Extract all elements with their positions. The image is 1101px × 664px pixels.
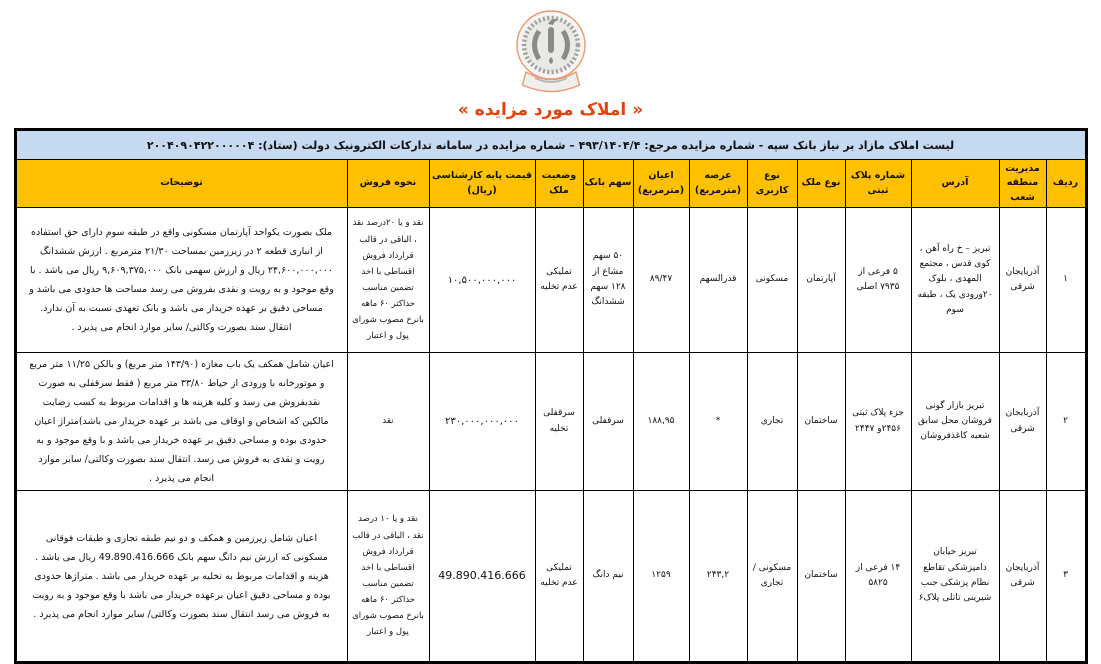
info-banner-row [15, 130, 1086, 160]
col-header-bank-share: سهم بانک [583, 160, 633, 208]
cell-status: سرقفلی تخلیه [535, 353, 583, 491]
cell-land-area: ۲۴۳,۲ [689, 491, 747, 663]
cell-row-number: ۳ [1046, 491, 1086, 663]
cell-status: تملیکی عدم تخلیه [535, 491, 583, 663]
cell-building-area: ۸۹/۴۷ [633, 208, 689, 353]
table-row [15, 491, 1086, 663]
col-header-land-area: عرصه (مترمربع) [689, 160, 747, 208]
col-header-row-number: ردیف [1046, 160, 1086, 208]
cell-status: تملیکی عدم تخلیه [535, 208, 583, 353]
col-header-plate-number: شماره پلاک ثبتی [845, 160, 911, 208]
table-row [15, 353, 1086, 491]
cell-region: آذربایجان شرقی [999, 208, 1046, 353]
cell-address: تبریز خیابان دامپزشکی تقاطع نظام پزشکی جنب شیرینی تاتلی پلاک۶ [911, 491, 999, 663]
col-header-address: آدرس [911, 160, 999, 208]
cell-base-price: 49.890.416.666 [429, 491, 535, 663]
cell-row-number: ۱ [1046, 208, 1086, 353]
cell-building-area: ۱۸۸,۹۵ [633, 353, 689, 491]
cell-notes: ملک بصورت یکواحد آپارتمان مسکونی واقع در طبقه سوم دارای حق استفاده از انباری قطعه ۲ در زیرزمین بمساحت ۲۱/۳۰ مترمربع . ارزش ششدانگ ۲۴,۶۰۰,۰۰۰,۰۰۰ ریال و ارزش سهمی بانک ۹,۶۰۹,۳۷۵,۰۰۰ ریال می باشد . با وقع موجود و به رویت و نقدی بفروش می رسد مساحت ها حدودی می باشد و مساحی دقیق بر عهده خریدار می باشد و بانک تعهدی نسبت به آن ندارد. انتقال سند بصورت وکالتی/ سایر موارد انجام می پذیرد . [15, 208, 347, 353]
cell-plate-number: ۵ فرعی از ۷۹۳۵ اصلی [845, 208, 911, 353]
col-header-building-area: اعیان (مترمربع) [633, 160, 689, 208]
bank-sepah-logo [0, 6, 1101, 98]
cell-building-area: ۱۲۵۹ [633, 491, 689, 663]
cell-property-type: ساختمان [797, 353, 845, 491]
col-header-notes: توضیحات [15, 160, 347, 208]
cell-usage-type: مسکونی / تجاری [747, 491, 797, 663]
cell-sale-method: نقد [347, 353, 429, 491]
info-banner-text: لیست املاک مازاد بر نیاز بانک سپه - شماره مزایده مرجع: ۴۹۳/۱۴۰۴/۴ – شماره مزایده در سامانه تدارکات الکترونیک دولت (ستاد): ۲۰۰۴۰۹۰۴۲۲۰۰۰۰۰۴ [15, 130, 1086, 160]
cell-base-price: ۱۰,۵۰۰,۰۰۰,۰۰۰ [429, 208, 535, 353]
cell-region: آذربایجان شرقی [999, 491, 1046, 663]
cell-land-area: قدرالسهم [689, 208, 747, 353]
cell-address: تبریز بازار گونی فروشان محل سابق شعبه کاغذفروشان [911, 353, 999, 491]
cell-property-type: ساختمان [797, 491, 845, 663]
cell-usage-type: مسکونی [747, 208, 797, 353]
cell-sale-method: نقد و یا ۱۰ درصد نقد ، الباقی در قالب قرارداد فروش اقساطی با اخذ تضمین مناسب حداکثر ۶۰ ماهه بانرخ مصوب شورای پول و اعتبار [347, 491, 429, 663]
cell-land-area: * [689, 353, 747, 491]
cell-bank-share: نیم دانگ [583, 491, 633, 663]
cell-bank-share: سرقفلی [583, 353, 633, 491]
col-header-property-type: نوع ملک [797, 160, 845, 208]
cell-sale-method: نقد و یا ۲۰درصد نقد ، الباقی در قالب قرارداد فروش اقساطی با اخذ تضمین مناسب حداکثر ۶۰ ماهه بانرخ مصوب شورای پول و اعتبار [347, 208, 429, 353]
col-header-usage-type: نوع کاربری [747, 160, 797, 208]
cell-property-type: آپارتمان [797, 208, 845, 353]
column-header-row [15, 160, 1086, 208]
cell-notes: اعیان شامل همکف یک باب مغازه (۱۴۳/۹۰ متر مربع) و بالکن ۱۱/۲۵ متر مربع و موتورخانه با ورودی از حیاط ۳۳/۸۰ متر مربع ( فقط سرقفلی به صورت نقدبفروش می رسد و کلیه هزینه ها و اقدامات مربوط به کسب رضایت مالکین که اشخاص و اوقاف می باشد بر عهده خریدار می باشد)متراژ اعیان حدودی بوده و مساحی دقیق بر عهده خریدار می باشد و با وقع موجود و به رویت و نقدی به فروش می رسد. انتقال سند بصورت وکالتی/ سایر موارد انجام می پذیرد . [15, 353, 347, 491]
cell-bank-share: ۵۰ سهم مشاع از ۱۲۸ سهم ششدانگ [583, 208, 633, 353]
cell-region: آذربایجان شرقی [999, 353, 1046, 491]
page-title: « املاک مورد مزایده » [457, 100, 644, 120]
cell-row-number: ۲ [1046, 353, 1086, 491]
col-header-status: وضعیت ملک [535, 160, 583, 208]
cell-usage-type: تجاری [747, 353, 797, 491]
cell-base-price: ۲۳۰,۰۰۰,۰۰۰,۰۰۰ [429, 353, 535, 491]
document-header [0, 6, 1101, 120]
col-header-region: مدیریت منطقه شعب [999, 160, 1046, 208]
auction-properties-table [14, 128, 1088, 664]
col-header-base-price: قیمت پایه کارشناسی (ریال) [429, 160, 535, 208]
table-row [15, 208, 1086, 353]
cell-plate-number: ۱۴ فرعی از ۵۸۲۵ [845, 491, 911, 663]
cell-address: تبریز – خ راه آهن ، کوی قدس ، مجتمع المهدی ، بلوک ۲۰ورودی یک ، طبقه سوم [911, 208, 999, 353]
cell-notes: اعیان شامل زیرزمین و همکف و دو نیم طبقه تجاری و طبقات فوقانی مسکونی که ارزش نیم دانگ سهم بانک 49.890.416.666 ریال می باشد . هزینه و اقدامات مربوط به تخلیه بر عهده خریدار می باشد . متراژها حدودی بوده و مساحی دقیق اعیان برعهده خریدار می باشد با وقع موجود و به رویت به فروش می رسد انتقال سند بصورت وکالتی/ سایر موارد انجام می پذیرد . [15, 491, 347, 663]
col-header-sale-method: نحوه فروش [347, 160, 429, 208]
cell-plate-number: جزء پلاک ثبتی ۲۴۵۶و ۲۴۴۷ [845, 353, 911, 491]
